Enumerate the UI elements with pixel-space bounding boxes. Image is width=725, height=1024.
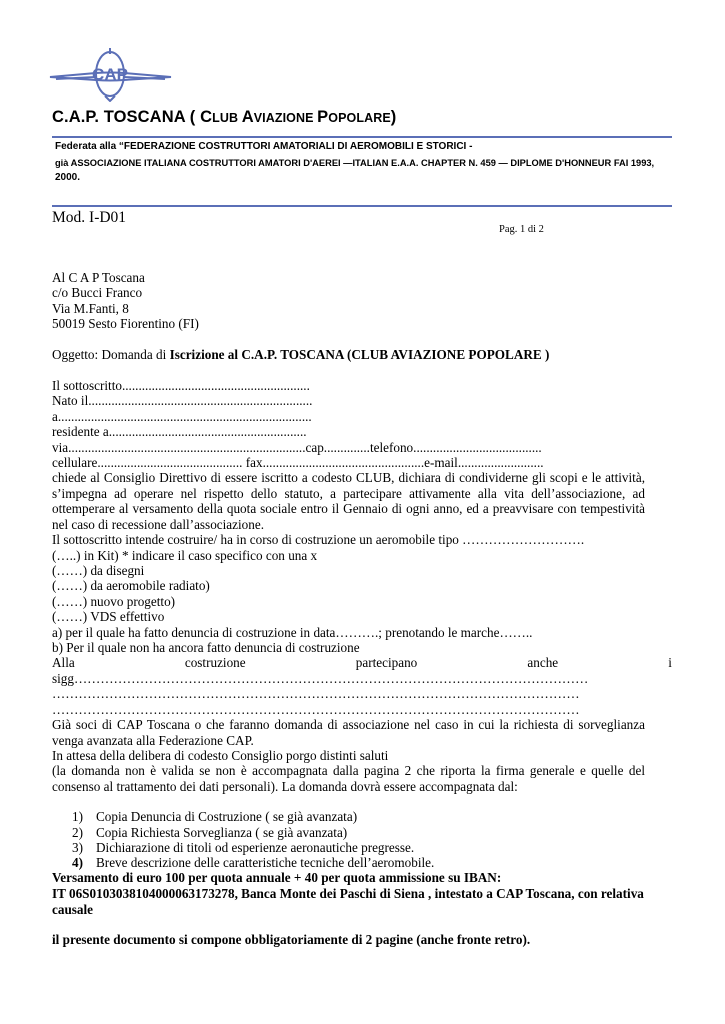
field-via-cap-telefono[interactable]: via........................................................................cap..............telefono....................................... (52, 440, 542, 455)
participants-line: Alla costruzione partecipano anche i (52, 655, 672, 670)
payment-line: Versamento di euro 100 per quota annuale + 40 per quota ammissione su IBAN: (52, 870, 502, 885)
attachment-item: 3) Dichiarazione di titoli od esperienze aeronautiche pregresse. (72, 840, 415, 855)
iban-line: IT 06S0103038104000063173278, Banca Monte dei Paschi di Siena , intestato a CAP Toscana, con relativa causale (52, 886, 644, 917)
header-divider-top (52, 136, 672, 138)
participants-field[interactable]: ………………………………………………………………………………………………………… (52, 686, 580, 701)
header-divider-bottom (52, 205, 672, 207)
svg-text:CAP: CAP (92, 65, 128, 84)
field-nato[interactable]: Nato il.................................................................... (52, 393, 313, 408)
club-title: C.A.P. TOSCANA ( CLUB AVIAZIONE POPOLARE) (52, 108, 397, 126)
address-line: Al C A P Toscana (52, 270, 145, 285)
attachment-item: 4) Breve descrizione delle caratteristiche tecniche dell’aeromobile. (72, 855, 435, 870)
field-sottoscritto[interactable]: Il sottoscritto......................................................... (52, 378, 310, 393)
aircraft-type-line: Il sottoscritto intende costruire/ ha in corso di costruzione un aeromobile tipo ………………………. (52, 532, 585, 547)
greeting-line: In attesa della delibera di codesto Consiglio porgo distinti saluti (52, 748, 389, 763)
request-paragraph: chiede al Consiglio Direttivo di essere iscritto a codesto CLUB, dichiara di condividerne gli scopi e le attività, s’impegna ad operare nel rispetto dello statuto, a partecipare attivamente alla vita dell’associazione, ad ottemperare al versamento della quota sociale entro il Gennaio di ogni anno, ed a preavvisare con tempestività nel caso di recessione dall’associazione. (52, 470, 645, 532)
field-cellulare-fax-email[interactable]: cellulare............................................ fax.................................................e-mail.......................... (52, 455, 544, 470)
option-disegni[interactable]: (……) da disegni (52, 563, 145, 578)
cap-logo (48, 46, 173, 102)
validity-note: (la domanda non è valida se non è accompagnata dalla pagina 2 che riporta la firma generale e quelle del consenso al trattamento dei dati personali). La domanda dovrà essere accompagnata dal: (52, 763, 645, 794)
members-note: Già soci di CAP Toscana o che faranno domanda di associazione nel caso in cui la richiesta di sorveglianza venga avanzata alla Federazione CAP. (52, 717, 645, 748)
address-line: Via M.Fanti, 8 (52, 301, 129, 316)
federation-line-1: Federata alla “FEDERAZIONE COSTRUTTORI AMATORIALI DI AEROMOBILI E STORICI - (55, 141, 473, 152)
field-luogo-nascita[interactable]: a............................................................................. (52, 409, 312, 424)
federation-line-2: già ASSOCIAZIONE ITALIANA COSTRUTTORI AMATORI D'AEREI —ITALIAN E.A.A. CHAPTER N. 459 — DIPLOME D'HONNEUR FAI 1993, (55, 158, 655, 168)
participants-field[interactable]: sigg……………………………………………………………………………………………………… (52, 671, 589, 686)
option-b-denuncia: b) Per il quale non ha ancora fatto denuncia di costruzione (52, 640, 360, 655)
option-nuovo-progetto[interactable]: (……) nuovo progetto) (52, 594, 176, 609)
option-vds[interactable]: (……) VDS effettivo (52, 609, 165, 624)
page-number: Pag. 1 di 2 (499, 224, 544, 235)
address-line: c/o Bucci Franco (52, 285, 143, 300)
field-residente[interactable]: residente a............................................................ (52, 424, 307, 439)
attachment-item: 2) Copia Richiesta Sorveglianza ( se già avanzata) (72, 825, 348, 840)
option-kit[interactable]: (…..) in Kit) * indicare il caso specifico con una x (52, 548, 318, 563)
option-radiato[interactable]: (……) da aeromobile radiato) (52, 578, 210, 593)
federation-line-3: 2000. (55, 172, 81, 183)
subject-line: Oggetto: Domanda di Iscrizione al C.A.P. TOSCANA (CLUB AVIAZIONE POPOLARE ) (52, 347, 550, 362)
module-code: Mod. I-D01 (52, 209, 127, 226)
footer-note: il presente documento si compone obbligatoriamente di 2 pagine (anche fronte retro). (52, 932, 531, 947)
attachment-item: 1) Copia Denuncia di Costruzione ( se già avanzata) (72, 809, 358, 824)
option-a-denuncia: a) per il quale ha fatto denuncia di costruzione in data……….; prenotando le marche…….. (52, 625, 533, 640)
participants-field[interactable]: ………………………………………………………………………………………………………… (52, 702, 580, 717)
address-line: 50019 Sesto Fiorentino (FI) (52, 316, 199, 331)
